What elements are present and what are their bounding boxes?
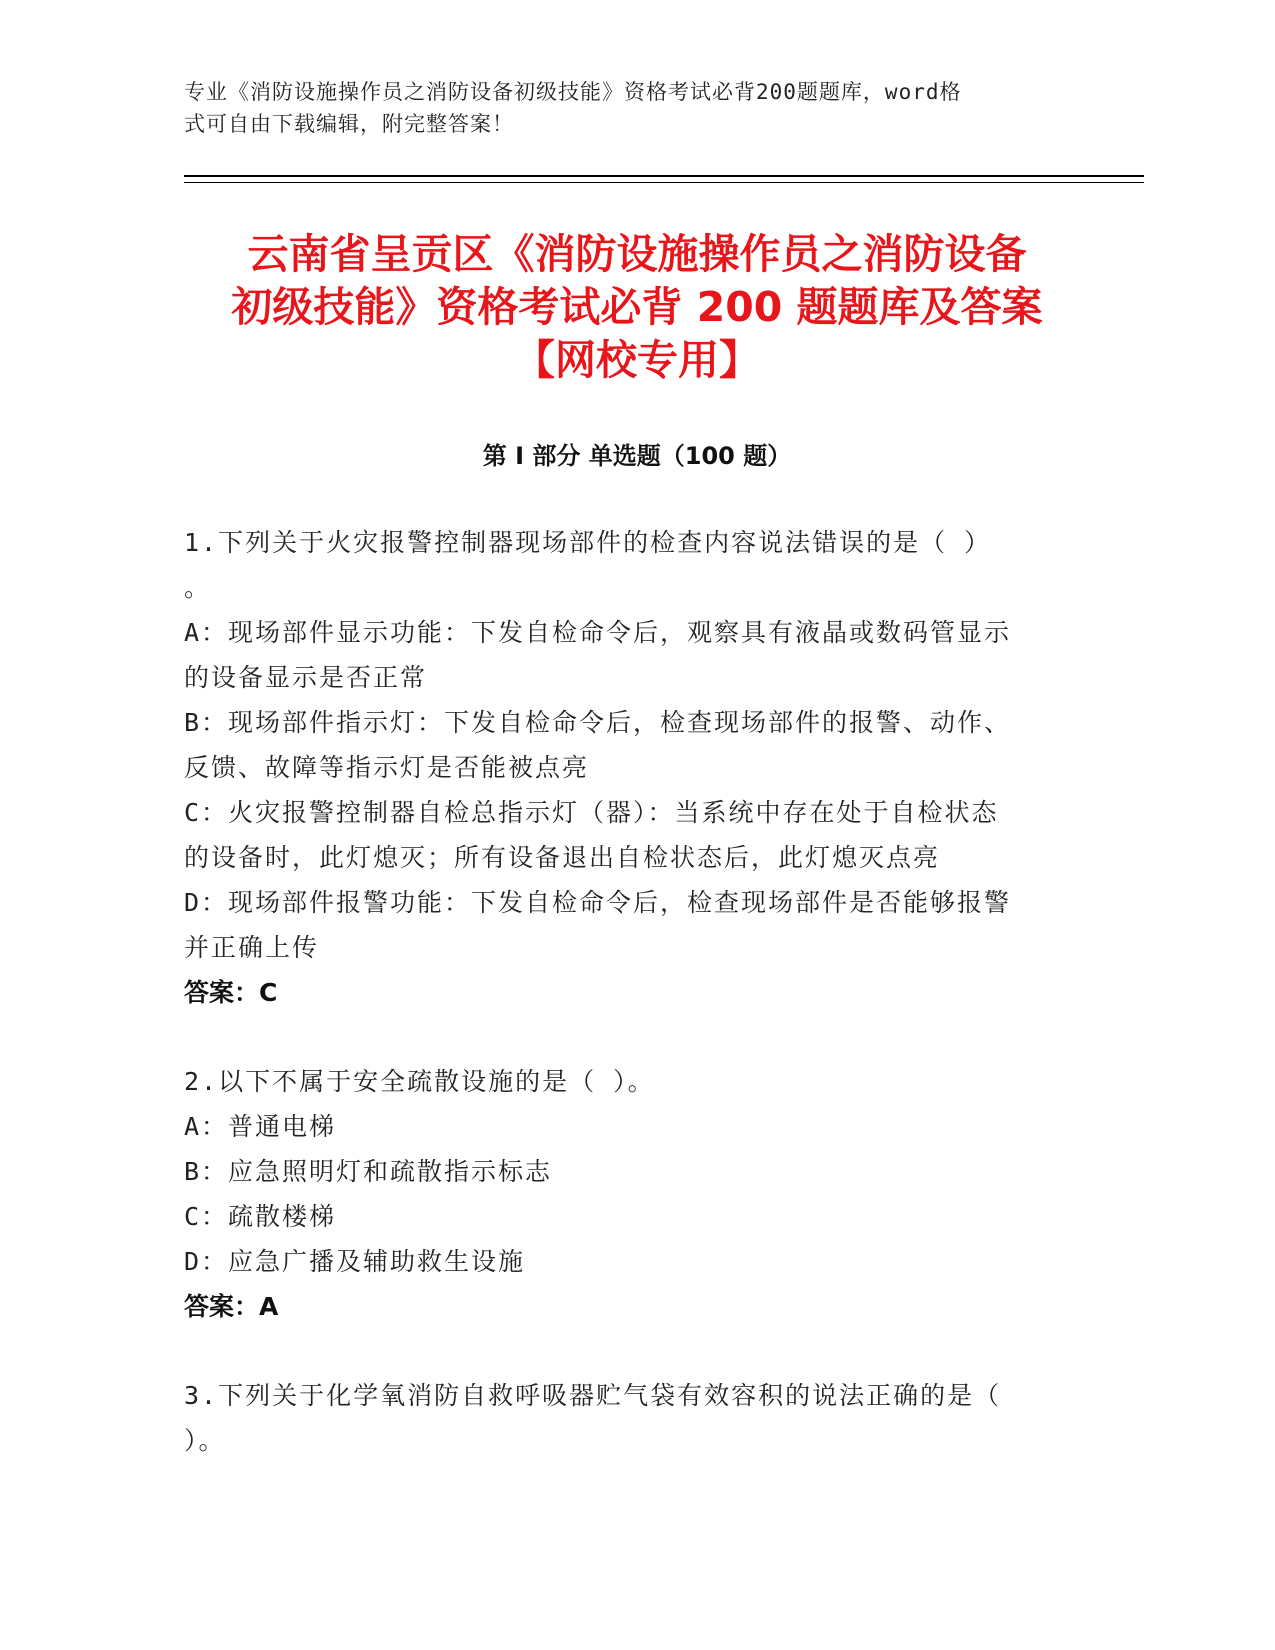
- option-d: D：应急广播及辅助救生设施: [184, 1247, 526, 1276]
- header-note-line: 专业《消防设施操作员之消防设备初级技能》资格考试必背200题题库，word格: [184, 80, 962, 104]
- option-a: 的设备显示是否正常: [184, 663, 428, 692]
- question-1: [184, 520, 1064, 1015]
- question-stem: 2.以下不属于安全疏散设施的是（ ）。: [184, 1067, 655, 1096]
- question-list: [184, 520, 1064, 1507]
- question-3: [184, 1373, 1064, 1463]
- answer-label: 答案：C: [184, 978, 278, 1007]
- header-note: [184, 76, 1064, 140]
- option-b: B：应急照明灯和疏散指示标志: [184, 1157, 553, 1186]
- option-a: A：现场部件显示功能：下发自检命令后，观察具有液晶或数码管显示: [184, 618, 1012, 647]
- option-b: B：现场部件指示灯：下发自检命令后，检查现场部件的报警、动作、: [184, 708, 1012, 737]
- option-c: C：火灾报警控制器自检总指示灯（器）：当系统中存在处于自检状态: [184, 798, 999, 827]
- question-stem: 。: [184, 573, 212, 602]
- question-stem: 1.下列关于火灾报警控制器现场部件的检查内容说法错误的是（ ）: [184, 528, 992, 557]
- question-stem: ）。: [184, 1426, 226, 1455]
- option-c: 的设备时，此灯熄灭；所有设备退出自检状态后，此灯熄灭点亮: [184, 843, 941, 872]
- option-a: A：普通电梯: [184, 1112, 337, 1141]
- option-c: C：疏散楼梯: [184, 1202, 337, 1231]
- title-line: 云南省呈贡区《消防设施操作员之消防设备: [247, 230, 1027, 278]
- option-b: 反馈、故障等指示灯是否能被点亮: [184, 753, 590, 782]
- title-line: 【网校专用】: [514, 336, 760, 384]
- option-d: D：现场部件报警功能：下发自检命令后，检查现场部件是否能够报警: [184, 888, 1012, 917]
- header-rule-thin: [184, 182, 1144, 183]
- document-title: [184, 228, 1090, 387]
- title-line: 初级技能》资格考试必背 200 题题库及答案: [231, 283, 1043, 331]
- header-rule-thick: [184, 175, 1144, 177]
- option-d: 并正确上传: [184, 933, 320, 962]
- section-heading: 第 I 部分 单选题（100 题）: [482, 442, 792, 470]
- header-note-line: 式可自由下载编辑，附完整答案！: [184, 112, 514, 136]
- answer-label: 答案：A: [184, 1292, 279, 1321]
- question-stem: 3.下列关于化学氧消防自救呼吸器贮气袋有效容积的说法正确的是（: [184, 1381, 1002, 1410]
- question-2: [184, 1059, 1064, 1329]
